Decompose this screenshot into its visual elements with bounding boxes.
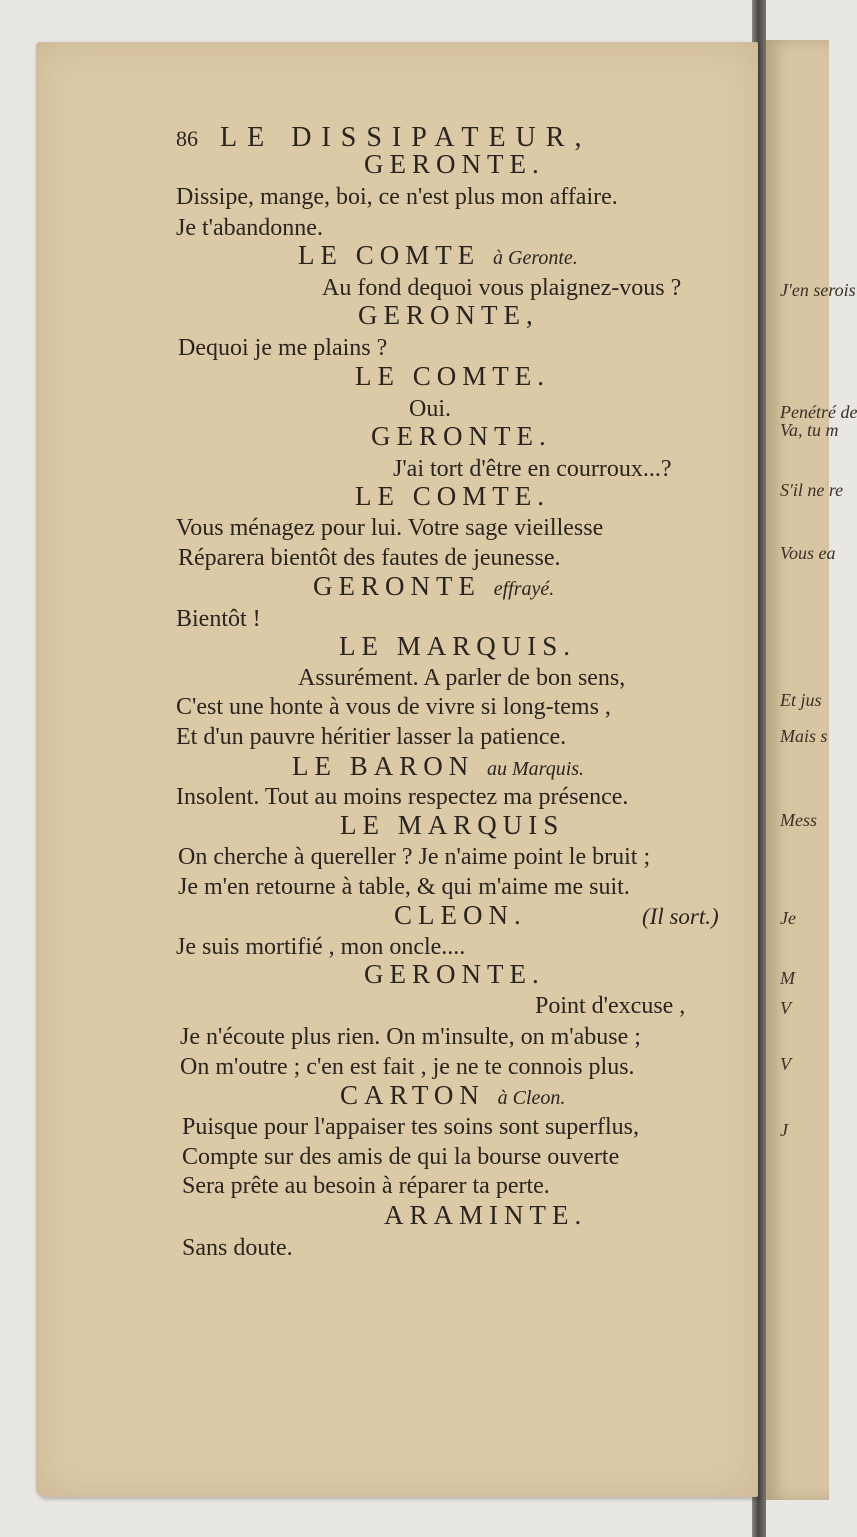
facing-fragment: S'il ne re bbox=[780, 480, 844, 500]
speaker-name: GERONTE bbox=[313, 571, 481, 601]
page-number: 86 bbox=[176, 126, 198, 151]
facing-fragment: V bbox=[780, 1054, 791, 1074]
stage-direction: au Marquis. bbox=[487, 758, 585, 780]
verse-line: Point d'excuse , bbox=[535, 993, 686, 1019]
speaker-heading: LE COMTE. bbox=[355, 361, 550, 391]
verse-line: Je t'abandonne. bbox=[176, 215, 323, 241]
facing-fragment: V bbox=[780, 998, 791, 1018]
verse-line: Réparera bientôt des fautes de jeunesse. bbox=[178, 545, 561, 571]
verse-line: Oui. bbox=[409, 396, 451, 422]
speaker-heading: LE MARQUIS bbox=[340, 810, 565, 840]
speaker-heading: LE MARQUIS. bbox=[339, 631, 577, 661]
speaker-name: CARTON bbox=[340, 1080, 485, 1110]
stage-direction: à Cleon. bbox=[497, 1087, 566, 1109]
verse-line: Assurément. A parler de bon sens, bbox=[298, 665, 626, 691]
verse-line: On cherche à quereller ? Je n'aime point le bruit ; bbox=[178, 844, 651, 870]
speaker-heading bbox=[340, 1081, 565, 1112]
speaker-heading: GERONTE. bbox=[364, 149, 545, 179]
verse-line: Vous ménagez pour lui. Votre sage vieillesse bbox=[176, 515, 604, 541]
speaker-heading: GERONTE. bbox=[371, 421, 552, 451]
speaker-heading: ARAMINTE. bbox=[384, 1200, 588, 1230]
verse-line: Je suis mortifié , mon oncle.... bbox=[176, 934, 466, 960]
speaker-name: LE COMTE bbox=[298, 240, 481, 270]
facing-fragment: M bbox=[780, 968, 795, 988]
speaker-name: LE BARON bbox=[292, 751, 475, 781]
verse-line: Dissipe, mange, boi, ce n'est plus mon affaire. bbox=[176, 184, 618, 210]
speaker-heading bbox=[298, 241, 578, 272]
verse-line: Je n'écoute plus rien. On m'insulte, on m'abuse ; bbox=[180, 1024, 641, 1050]
verse-line: Compte sur des amis de qui la bourse ouverte bbox=[182, 1144, 620, 1170]
verse-line: On m'outre ; c'en est fait , je ne te connois plus. bbox=[180, 1054, 635, 1080]
facing-fragment: Vous ea bbox=[780, 543, 836, 563]
verse-line: Puisque pour l'appaiser tes soins sont superflus, bbox=[182, 1114, 639, 1140]
facing-fragment: Penétré de bbox=[780, 402, 857, 422]
facing-fragment: Je bbox=[780, 908, 796, 928]
verse-line: Au fond dequoi vous plaignez-vous ? bbox=[322, 275, 682, 301]
verse-line: Insolent. Tout au moins respectez ma présence. bbox=[176, 784, 629, 810]
facing-fragment: J'en serois bbox=[780, 280, 856, 300]
facing-fragment: Va, tu m bbox=[780, 420, 839, 440]
speaker-heading bbox=[313, 572, 554, 603]
verse-line: J'ai tort d'être en courroux...? bbox=[393, 456, 672, 482]
verse-line: Et d'un pauvre héritier lasser la patience. bbox=[176, 724, 567, 750]
stage-direction: à Geronte. bbox=[493, 247, 578, 269]
facing-page bbox=[766, 40, 857, 1500]
verse-line: Sans doute. bbox=[182, 1235, 293, 1261]
verse-line: C'est une honte à vous de vivre si long-tems , bbox=[176, 694, 611, 720]
verse-line: Sera prête au besoin à réparer ta perte. bbox=[182, 1173, 550, 1199]
stage-direction: effrayé. bbox=[493, 578, 555, 600]
speaker-heading: LE COMTE. bbox=[355, 481, 550, 511]
verse-line: Je m'en retourne à table, & qui m'aime me suit. bbox=[178, 874, 630, 900]
speaker-heading: CLEON. bbox=[394, 900, 527, 930]
facing-fragment: Et jus bbox=[780, 690, 822, 710]
verse-line: Dequoi je me plains ? bbox=[178, 335, 388, 361]
facing-fragment: J bbox=[780, 1120, 788, 1140]
verse-line: Bientôt ! bbox=[176, 606, 261, 632]
speaker-heading bbox=[292, 752, 584, 783]
exit-direction: (Il sort.) bbox=[642, 904, 719, 929]
running-title: LE DISSIPATEUR, bbox=[220, 122, 592, 153]
facing-fragment: Mess bbox=[780, 810, 817, 830]
speaker-heading: GERONTE. bbox=[364, 959, 545, 989]
facing-fragment: Mais s bbox=[780, 726, 828, 746]
speaker-heading: GERONTE, bbox=[358, 300, 539, 330]
